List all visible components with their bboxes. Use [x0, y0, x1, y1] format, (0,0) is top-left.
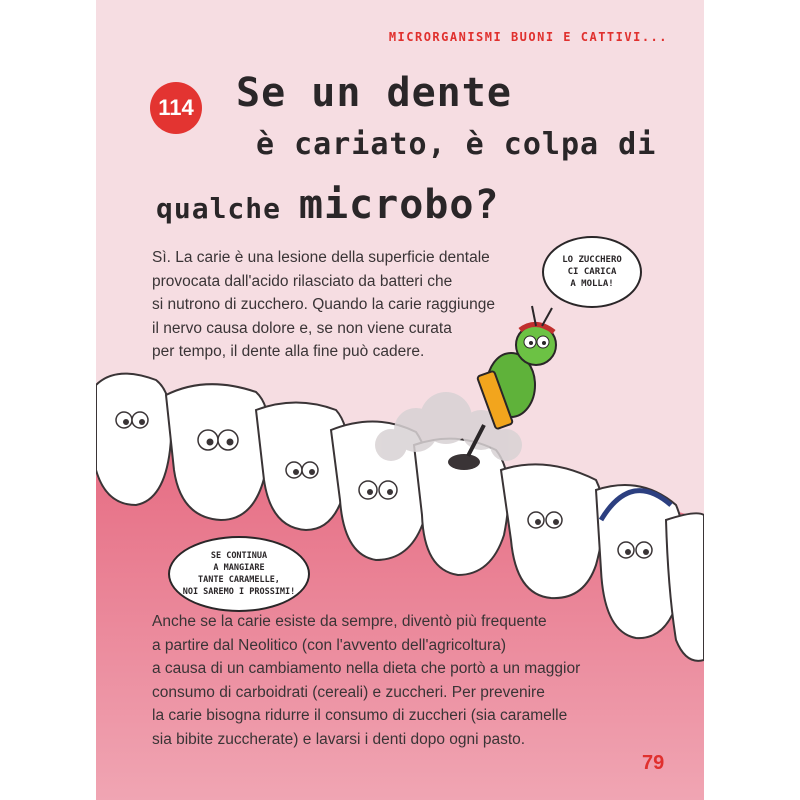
bubble-line: CI CARICA: [567, 267, 617, 277]
paragraph-1-line: Sì. La carie è una lesione della superficie dentale: [152, 249, 490, 266]
paragraph-1-line: il nervo causa dolore e, se non viene curata: [152, 319, 452, 337]
bubble-line: NOI SAREMO I PROSSIMI!: [182, 587, 296, 597]
tooth-1: [96, 374, 171, 505]
question-number-badge: 114: [150, 82, 202, 134]
title-line-2: è cariato, è colpa di: [256, 127, 657, 162]
bubble-line: SE CONTINUA: [210, 551, 268, 561]
paragraph-2-line: la carie bisogna ridurre il consumo di zuccheri (sia caramelle: [152, 707, 568, 724]
section-header: MICRORGANISMI BUONI E CATTIVI...: [388, 30, 668, 44]
title-line-3b: microbo?: [298, 182, 500, 228]
paragraph-2-line: consumo di carboidrati (cereali) e zuccheri. Per prevenire: [152, 683, 545, 701]
bubble-line: TANTE CARAMELLE,: [198, 575, 280, 585]
bubble-line: A MANGIARE: [213, 563, 265, 573]
paragraph-2: [152, 610, 672, 751]
paragraph-2-line: a partire dal Neolitico (con l'avvento dell'agricoltura): [152, 636, 506, 654]
speech-bubble-teeth: [168, 536, 310, 612]
paragraph-2-line: Anche se la carie esiste da sempre, diventò più frequente: [152, 613, 547, 630]
title-line-3a: qualche: [156, 192, 299, 225]
paragraph-1-line: per tempo, il dente alla fine può cadere.: [152, 343, 425, 360]
bubble-line: A MOLLA!: [570, 279, 614, 289]
paragraph-2-line: a causa di un cambiamento nella dieta che portò a un maggior: [152, 660, 581, 677]
paragraph-1-line: si nutrono di zucchero. Quando la carie raggiunge: [152, 296, 495, 313]
speech-bubble-bug: [542, 236, 642, 308]
page-number: 79: [642, 752, 665, 774]
book-page: [96, 0, 704, 800]
title-line-3: [156, 182, 500, 228]
cavity-hole: [448, 454, 480, 470]
bubble-line: LO ZUCCHERO: [562, 255, 622, 265]
paragraph-2-line: sia bibite zuccherate) e lavarsi i denti dopo ogni pasto.: [152, 730, 526, 748]
title-line-1: Se un dente: [236, 70, 512, 116]
paragraph-1: [152, 246, 542, 364]
paragraph-1-line: provocata dall'acido rilasciato da batteri che: [152, 272, 453, 290]
